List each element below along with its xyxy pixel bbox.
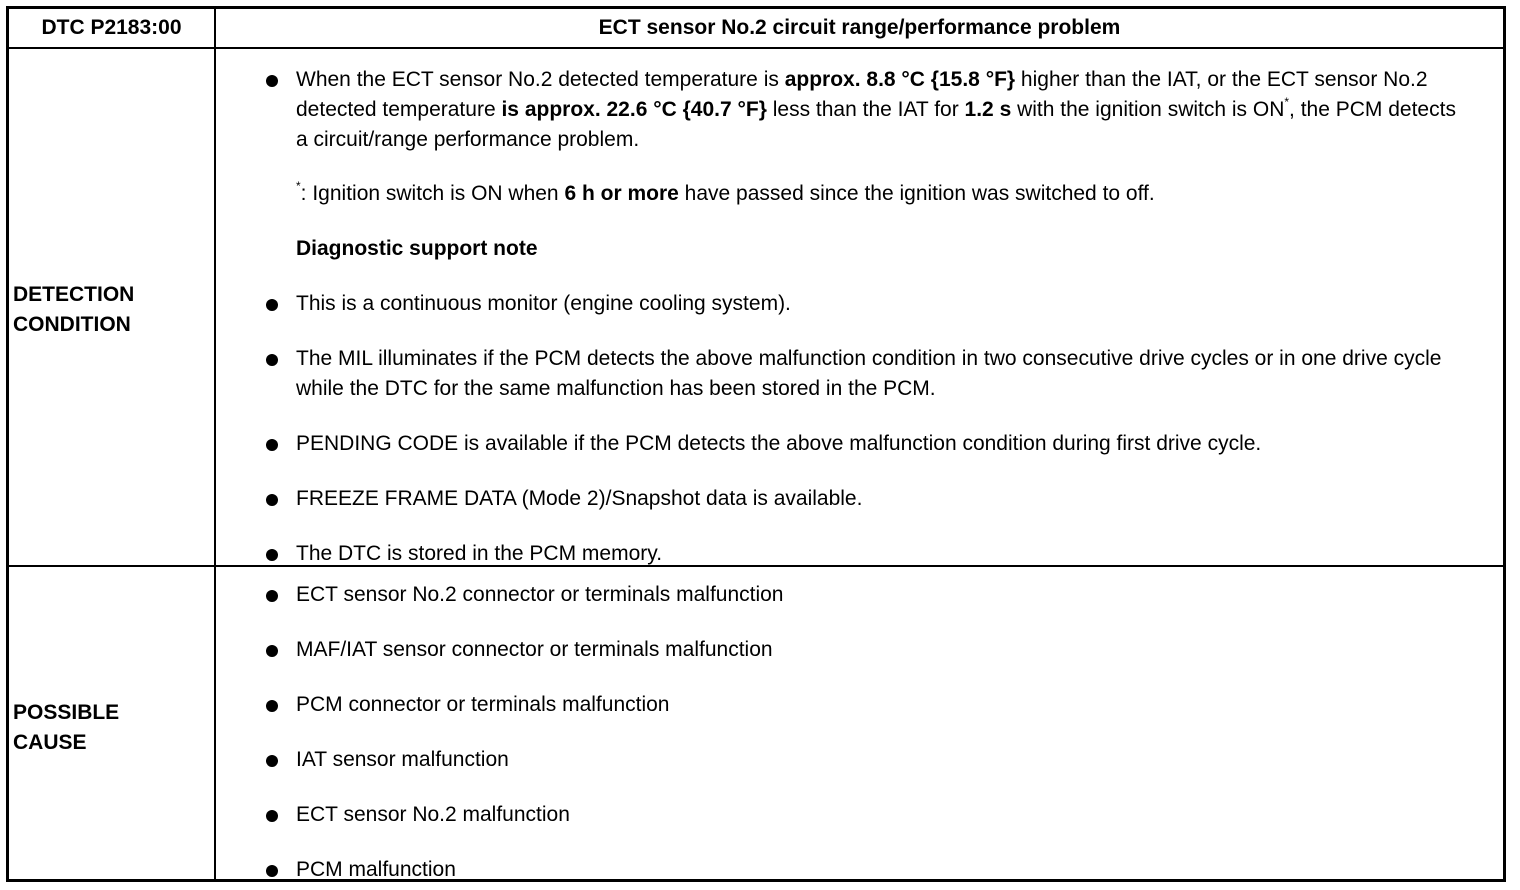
dtc-title: ECT sensor No.2 circuit range/performance problem <box>598 16 1121 39</box>
cause-item: ECT sensor No.2 malfunction <box>296 800 1473 830</box>
cause-item: MAF/IAT sensor connector or terminals malfunction <box>296 635 1473 665</box>
detection-condition-label <box>13 280 208 340</box>
cause-item: ECT sensor No.2 connector or terminals malfunction <box>296 580 1473 610</box>
note-item: This is a continuous monitor (engine cooling system). <box>296 289 1473 319</box>
dtc-table <box>6 6 1506 882</box>
detection-condition-content <box>216 47 1503 565</box>
detection-label-line2: CONDITION <box>13 313 131 336</box>
footnote: *: Ignition switch is ON when 6 h or more have passed since the ignition was switched to off. <box>296 179 1155 205</box>
cause-item: PCM malfunction <box>296 855 1473 885</box>
note-item: The MIL illuminates if the PCM detects the above malfunction condition in two consecutive drive cycles or in one drive cycle while the DTC for the same malfunction has been stored in the PCM. <box>296 344 1473 404</box>
possible-cause-label <box>13 698 208 758</box>
cause-label-line1: POSSIBLE <box>13 701 120 724</box>
note-item: FREEZE FRAME DATA (Mode 2)/Snapshot data is available. <box>296 484 1473 514</box>
dtc-code: DTC P2183:00 <box>41 16 182 39</box>
cause-item: PCM connector or terminals malfunction <box>296 690 1473 720</box>
detection-label-line1: DETECTION <box>13 283 135 306</box>
diagnostic-support-heading: Diagnostic support note <box>296 237 538 260</box>
cause-item: IAT sensor malfunction <box>296 745 1473 775</box>
cause-label-line2: CAUSE <box>13 731 87 754</box>
note-item: The DTC is stored in the PCM memory. <box>296 539 1473 569</box>
note-item: PENDING CODE is available if the PCM detects the above malfunction condition during first drive cycle. <box>296 429 1473 459</box>
possible-cause-content <box>216 567 1503 879</box>
detection-main-condition: When the ECT sensor No.2 detected temperature is approx. 8.8 °C {15.8 °F} higher than the IAT, or the ECT sensor No.2 detected temperature is approx. 22.6 °C {40.7 °F} less than the IAT for 1.2 s with the ignition switch is ON*, the PCM detects a circuit/range performance problem. <box>296 65 1473 155</box>
